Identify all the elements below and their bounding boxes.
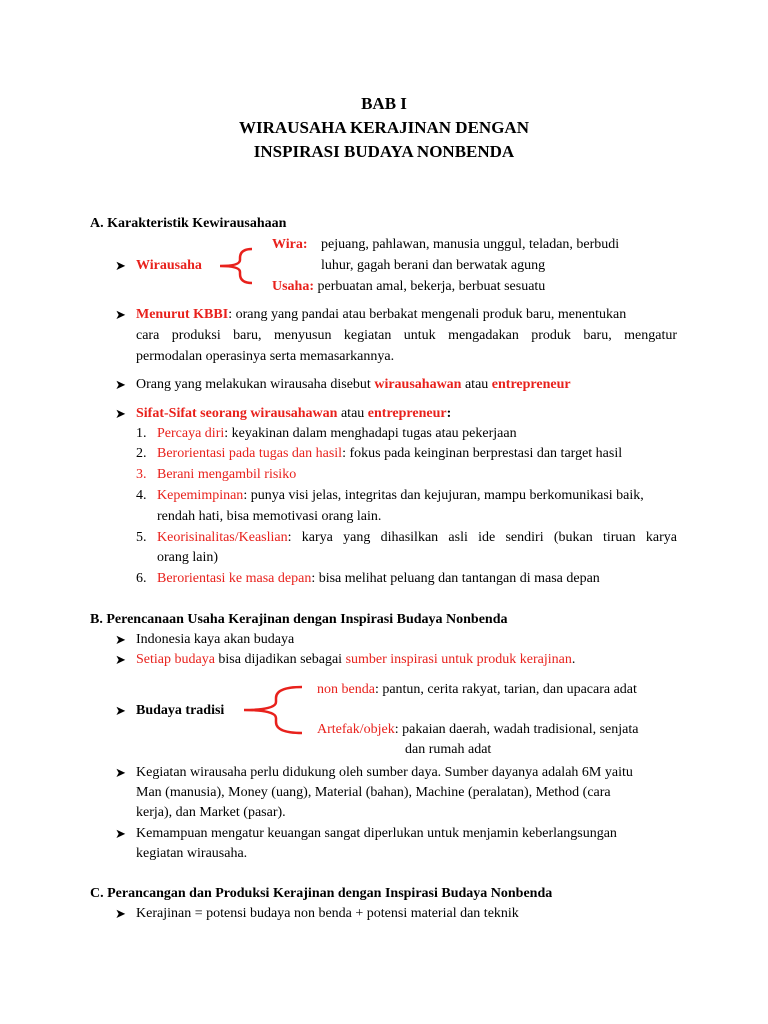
artefak-line2: dan rumah adat — [405, 742, 492, 757]
list-term: Keorisinalitas/Keaslian — [157, 530, 288, 545]
indonesia-budaya-text: Indonesia kaya akan budaya — [136, 632, 295, 647]
usaha-definition — [272, 279, 545, 295]
list-term: Kepemimpinan — [157, 488, 244, 503]
sifat-heading — [136, 406, 451, 422]
list-item — [136, 426, 147, 442]
entrepreneur-term: entrepreneur — [491, 377, 571, 392]
wirausaha-label: Wirausaha — [136, 258, 202, 273]
arrow-bullet-icon: ➤ — [115, 258, 126, 273]
wirausahawan-term: wirausahawan — [374, 377, 462, 392]
wira-definition-line1: pejuang, pahlawan, manusia unggul, teladan, berbudi — [321, 237, 620, 252]
arrow-bullet-icon: ➤ — [115, 703, 126, 718]
arrow-bullet-icon: ➤ — [115, 406, 126, 421]
nonbenda-line — [317, 682, 637, 698]
sumber-daya-line3: kerja), dan Market (pasar). — [136, 805, 286, 820]
colon-text: : — [446, 406, 452, 421]
section-a-heading: A. Karakteristik Kewirausahaan — [90, 216, 287, 231]
list-item-text — [157, 571, 600, 587]
list-desc: : fokus pada keinginan berprestasi dan target hasil — [342, 446, 623, 461]
atau-text: atau — [461, 377, 492, 392]
setiap-budaya-term: Setiap budaya — [136, 652, 215, 667]
list-number: 6. — [136, 571, 147, 586]
list-item-continuation: rendah hati, bisa memotivasi orang lain. — [157, 509, 382, 524]
keuangan-line2: kegiatan wirausaha. — [136, 846, 248, 861]
sumber-daya-line1: Kegiatan wirausaha perlu didukung oleh sumber daya. Sumber dayanya adalah 6M yaitu — [136, 765, 633, 780]
list-item — [136, 530, 147, 546]
section-c-heading: C. Perancangan dan Produksi Kerajinan dengan Inspirasi Budaya Nonbenda — [90, 886, 553, 901]
artefak-line — [317, 722, 638, 738]
wira-definition-line2: luhur, gagah berani dan berwatak agung — [321, 258, 546, 273]
arrow-bullet-icon: ➤ — [115, 906, 126, 921]
arrow-bullet-icon: ➤ — [115, 765, 126, 780]
kbbi-text: : orang yang pandai atau berbakat mengenali produk baru, menentukan — [228, 307, 627, 322]
artefak-label: Artefak/objek — [317, 722, 395, 737]
list-term: Percaya diri — [157, 426, 225, 441]
usaha-text: perbuatan amal, bekerja, berbuat sesuatu — [314, 279, 546, 294]
list-item-text — [157, 467, 296, 483]
budaya-tradisi-label: Budaya tradisi — [136, 703, 225, 718]
sifat-label: Sifat-Sifat seorang wirausahawan — [136, 406, 338, 421]
arrow-bullet-icon: ➤ — [115, 826, 126, 841]
page-title-line2: INSPIRASI BUDAYA NONBENDA — [253, 142, 515, 161]
kbbi-line2: cara produksi baru, menyusun kegiatan untuk mengadakan produk baru, mengatur — [136, 328, 677, 343]
list-desc: : karya yang dihasilkan asli ide sendiri (bukan tiruan karya — [287, 530, 677, 545]
list-number: 4. — [136, 488, 147, 503]
mid-text: bisa dijadikan sebagai — [214, 652, 346, 667]
list-term: Berani mengambil risiko — [157, 467, 297, 482]
kbbi-label: Menurut KBBI — [136, 307, 229, 322]
kbbi-line3: permodalan operasinya serta memasarkannya. — [136, 349, 395, 364]
keuangan-line1: Kemampuan mengatur keuangan sangat diperlukan untuk menjamin keberlangsungan — [136, 826, 617, 841]
list-item — [136, 467, 147, 483]
curly-brace-icon — [216, 246, 256, 286]
kerajinan-formula: Kerajinan = potensi budaya non benda + potensi material dan teknik — [136, 906, 519, 921]
usaha-label: Usaha: — [272, 279, 315, 294]
list-term: Berorientasi ke masa depan — [157, 571, 312, 586]
sumber-inspirasi-term: sumber inspirasi untuk produk kerajinan — [345, 652, 572, 667]
atau-text: atau — [337, 406, 368, 421]
orang-wirausaha-text — [136, 377, 571, 393]
arrow-bullet-icon: ➤ — [115, 377, 126, 392]
end-text: . — [571, 652, 576, 667]
entrepreneur-term: entrepreneur — [367, 406, 447, 421]
setiap-budaya-text — [136, 652, 575, 668]
list-item-text — [157, 488, 644, 504]
list-number: 5. — [136, 530, 147, 545]
curly-brace-icon — [240, 684, 306, 736]
list-desc: : punya visi jelas, integritas dan kejujuran, mampu berkomunikasi baik, — [243, 488, 644, 503]
nonbenda-text: : pantun, cerita rakyat, tarian, dan upacara adat — [374, 682, 637, 697]
list-number: 2. — [136, 446, 147, 461]
list-item-text — [157, 446, 622, 462]
arrow-bullet-icon: ➤ — [115, 632, 126, 647]
list-item-text — [157, 530, 677, 546]
list-item — [136, 488, 147, 504]
list-item — [136, 446, 147, 462]
arrow-bullet-icon: ➤ — [115, 307, 126, 322]
orang-text: Orang yang melakukan wirausaha disebut — [136, 377, 375, 392]
kbbi-line1 — [136, 307, 626, 323]
chapter-label: BAB I — [361, 94, 407, 113]
list-item-text — [157, 426, 517, 442]
list-number: 1. — [136, 426, 147, 441]
sumber-daya-line2: Man (manusia), Money (uang), Material (bahan), Machine (peralatan), Method (cara — [136, 785, 611, 800]
list-desc: : bisa melihat peluang dan tantangan di masa depan — [311, 571, 600, 586]
list-desc: : keyakinan dalam menghadapi tugas atau pekerjaan — [224, 426, 517, 441]
page-title-line1: WIRAUSAHA KERAJINAN DENGAN — [239, 118, 529, 137]
list-item-continuation: orang lain) — [157, 550, 219, 565]
list-item — [136, 571, 147, 587]
list-term: Berorientasi pada tugas dan hasil — [157, 446, 343, 461]
nonbenda-label: non benda — [317, 682, 375, 697]
section-b-heading: B. Perencanaan Usaha Kerajinan dengan Inspirasi Budaya Nonbenda — [90, 612, 508, 627]
list-number: 3. — [136, 467, 147, 482]
arrow-bullet-icon: ➤ — [115, 652, 126, 667]
wira-label: Wira: — [272, 237, 308, 252]
artefak-text: : pakaian daerah, wadah tradisional, senjata — [394, 722, 639, 737]
